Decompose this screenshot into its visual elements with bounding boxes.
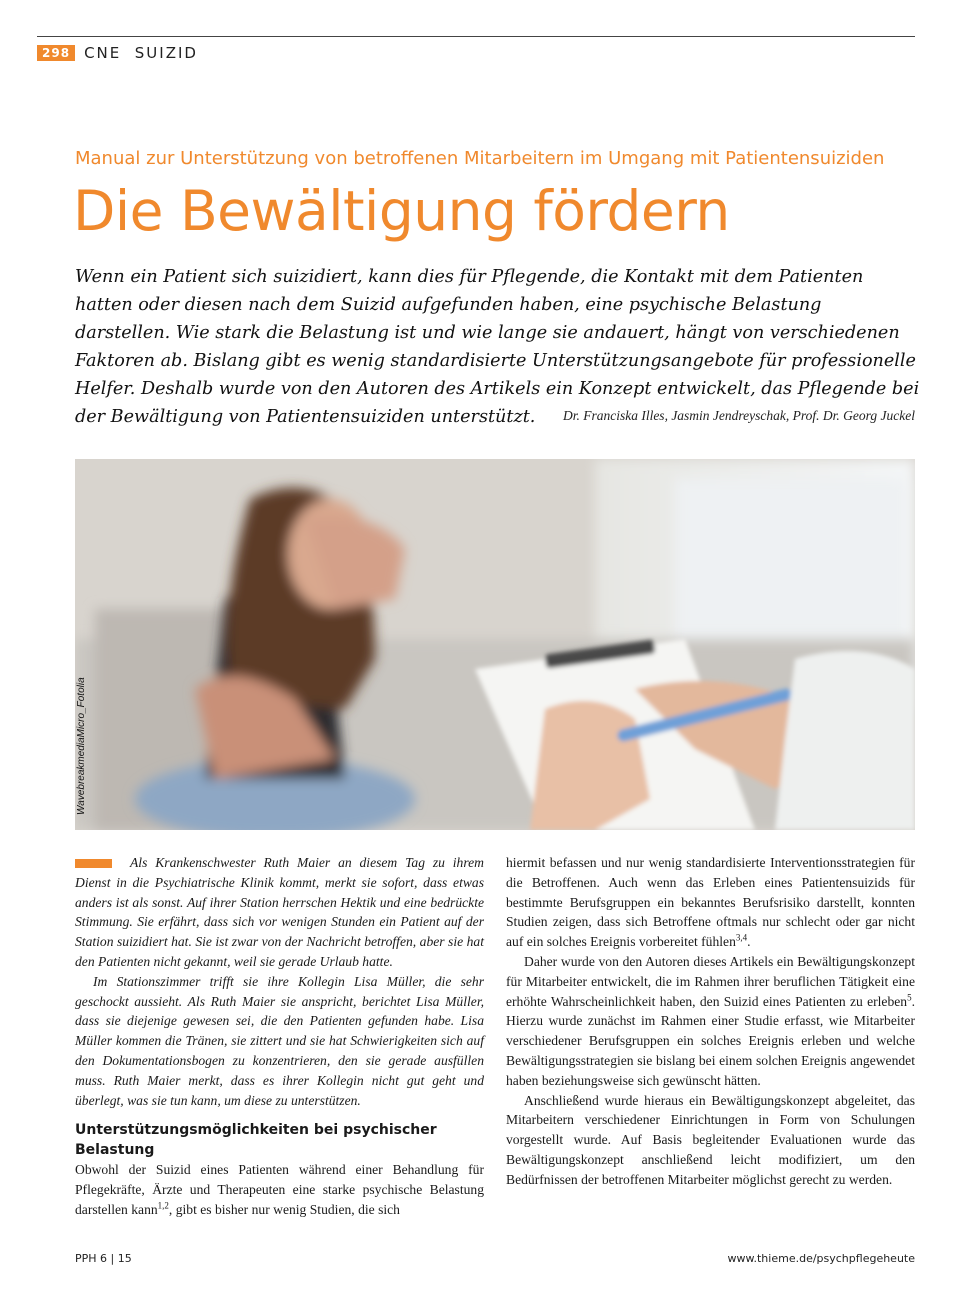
article-title: Die Bewältigung fördern [73,179,730,243]
left-column [75,853,484,1220]
footer-url: www.thieme.de/psychpflegeheute [727,1252,915,1265]
section-body [75,1160,484,1219]
article-lead: Wenn ein Patient sich suizidiert, kann dies für Pflegende, die Kontakt mit dem Patienten hatten oder diesen nach dem Suizid aufgefunden haben, eine psychische Belastung darstellen. Wie stark die Belastung ist und wie lange sie andauert, hängt von verschiedenen Faktoren ab. Bislang gibt es wenig standardisierte Unterstützungsangebote für professionelle Helfer. Deshalb wurde von den Autoren des Artikels ein Konzept entwickelt, das Pflegende bei der Bewältigung von Patientensuiziden unterstützt. [75,267,920,427]
right-paragraph-3: Anschließend wurde hieraus ein Bewältigungskonzept abgeleitet, das Mitarbeitern verschiedener Einrichtungen in Form von Schulungen vorgestellt wurde. Auf Basis begleitender Evaluationen wurde das Bewältigungskonzept anschließend leicht modifiziert, um den Bedürfnissen der betroffenen Mitarbeiter möglichst gerecht zu werden. [506,1092,915,1187]
right-paragraph-1: hiermit befassen und nur wenig standardisierte Interventionsstrategien für die Betroffenen. Auch wenn das Erleben eines Patientensuizids für bestimmte Berufsgruppen ein bekanntes Berufsrisiko darstellt, konnten Studien zeigen, dass sich Betroffene oftmals nur schlecht oder gar nicht auf ein solches Ereignis vorbereitet fühlen$^{3,4}$. [506,855,915,950]
photo-credit: WavebreakmediaMicro_Fotolia [76,677,87,815]
case-study-box [75,853,484,1110]
case-paragraph-1: Als Krankenschwester Ruth Maier an diesem Tag zu ihrem Dienst in die Psychiatrische Klinik kommt, merkt sie sofort, dass etwas anders ist als sonst. Auf ihrer Station herrschen Hektik und eine bedrückte Stimmung. Sie erfährt, dass sich vor wenigen Stunden ein Patient auf der Station suizidiert hat. Sie ist zwar von der Nachricht betroffen, aber sie hat den Patienten nicht gekannt, weil sie gerade Urlaub hatte. [75,855,484,969]
case-paragraph-2: Im Stationszimmer trifft sie ihre Kollegin Lisa Müller, die sehr geschockt aussieht. Als Ruth Maier sie anspricht, berichtet Lisa Müller, dass sie diejenige gewesen sei, die den Patienten gefunden habe. Lisa Müller kommen die Tränen, sie zittert und sie hat Schwierigkeiten sich auf den Dokumentationsbogen zu konzentrieren, den sie gerade ausfüllen muss. Ruth Maier merkt, dass es ihrer Kollegin nicht gut geht und überlegt, was sie tun kann, um diese zu unterstützen. [75,973,484,1108]
author-byline: Dr. Franciska Illes, Jasmin Jendreyschak, Prof. Dr. Georg Juckel [562,408,915,423]
header-rule [37,36,915,37]
footer-issue: PPH 6 | 15 [75,1252,132,1265]
section-heading: Unterstützungsmöglichkeiten bei psychischer Belastung [75,1122,437,1159]
section-label: CNE SUIZID [84,44,198,62]
right-column [506,853,915,1190]
article-photo [75,459,915,830]
page-number-badge: 298 [37,45,75,61]
right-paragraph-2: Daher wurde von den Autoren dieses Artikels ein Bewältigungskonzept für Mitarbeiter entwickelt, die im Rahmen ihrer beruflichen Tätigkeit eine erhöhte Wahrscheinlichkeit haben, den Suizid eines Patienten zu erleben$^5$. Hierzu wurde zunächst im Rahmen einer Studie erfasst, wie Mitarbeiter verschiedener Berufsgruppen ein solches Ereignis erleben und welche Bewältigungsstrategien sie bislang bei einem solchen Ereignis angewendet haben beziehungsweise sich gewünscht hätten. [506,953,915,1088]
section-paragraph-1: Obwohl der Suizid eines Patienten während einer Behandlung für Pflegekräfte, Ärzte und Therapeuten eine starke psychische Belastung darstellen kann$^{1,2}$, gibt es bisher nur wenig Studien, die sich [75,1162,484,1217]
article-kicker: Manual zur Unterstützung von betroffenen Mitarbeitern im Umgang mit Patientensuiziden [75,148,885,169]
running-header [37,44,198,62]
